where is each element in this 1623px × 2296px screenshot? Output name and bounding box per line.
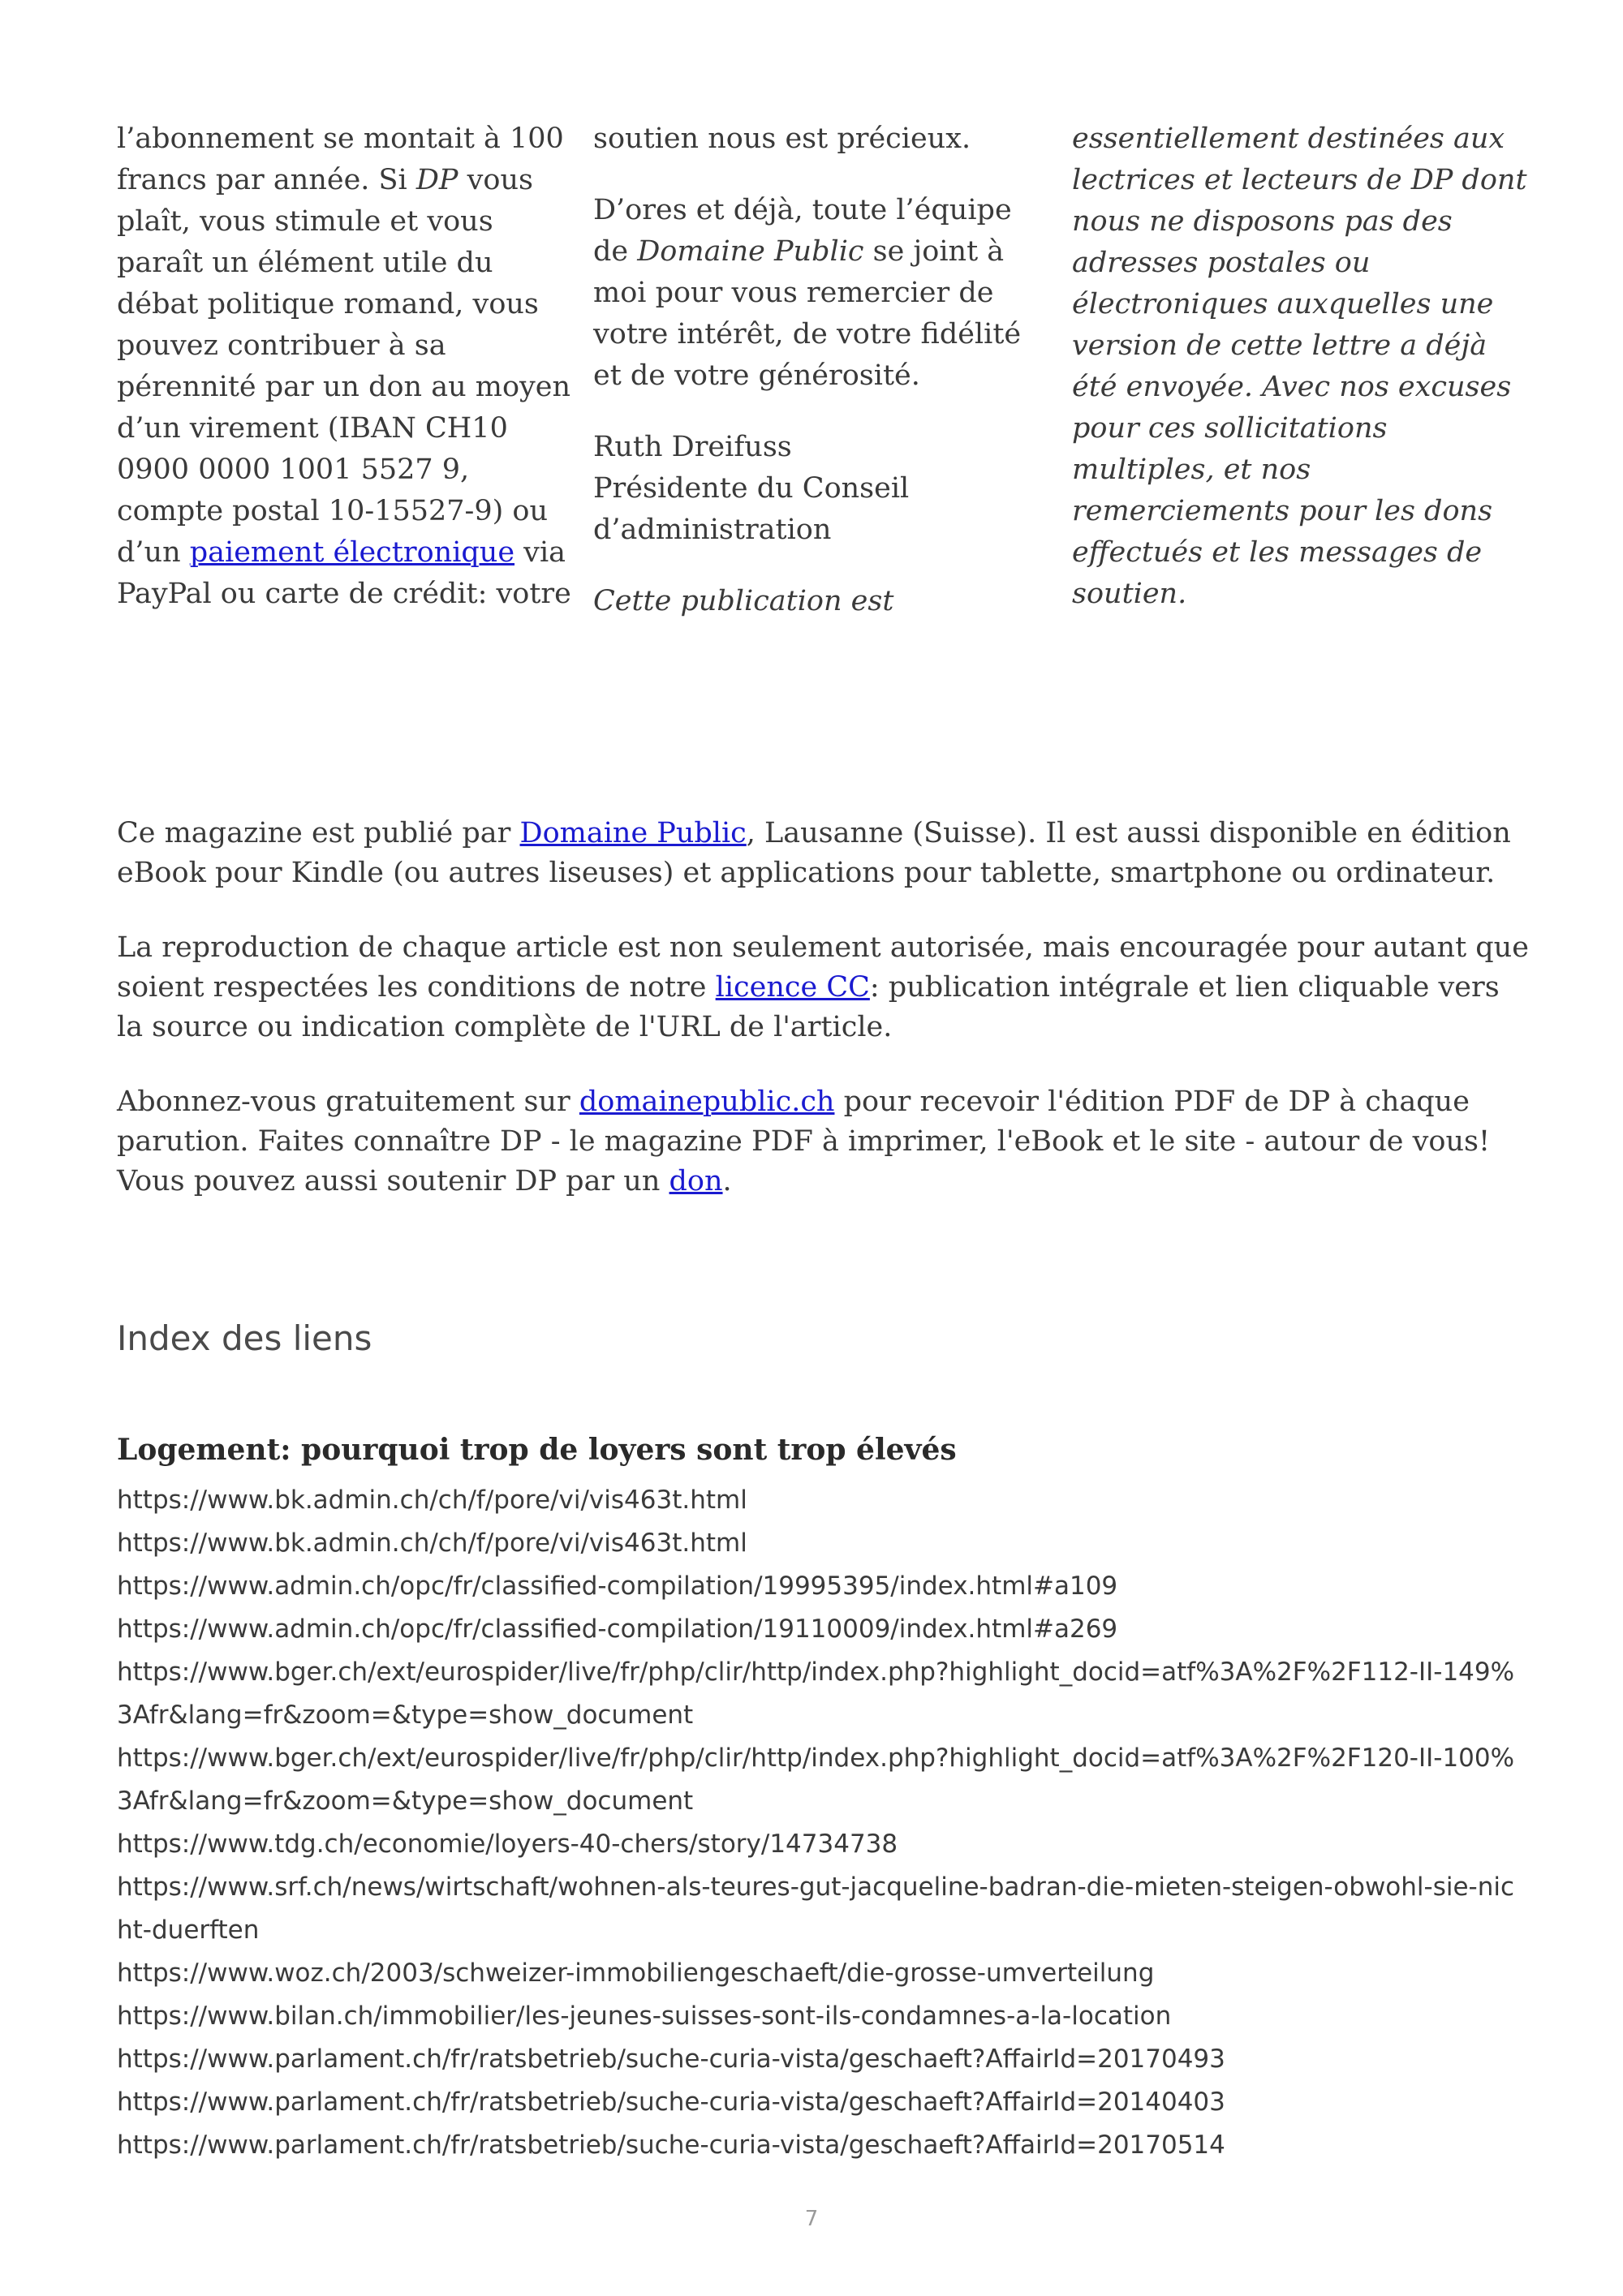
text-line: remerciements pour les dons bbox=[1072, 495, 1493, 527]
text-line: l’abonnement se montait à 100 bbox=[117, 123, 564, 155]
publisher-paragraph bbox=[117, 814, 1529, 893]
text-line: moi pour vous remercier de bbox=[593, 277, 994, 309]
link-item[interactable]: https://www.bk.admin.ch/ch/f/pore/vi/vis463t.html bbox=[117, 1486, 747, 1515]
text-line: adresses postales ou bbox=[1072, 247, 1371, 279]
text-line: soutien nous est précieux. bbox=[593, 123, 971, 155]
text-segment: se joint à bbox=[863, 235, 1005, 268]
text-line: pérennité par un don au moyen bbox=[117, 371, 571, 403]
link-item[interactable]: https://www.bger.ch/ext/eurospider/live/fr/php/clir/http/index.php?highlight_docid=atf%3A%2F%2F120-II-100%3Afr&lang=fr&zoom=&type=show_document bbox=[117, 1743, 1515, 1816]
text-line: PayPal ou carte de crédit: votre bbox=[117, 578, 571, 610]
signature-role: Présidente du Conseil bbox=[593, 472, 910, 505]
text-segment: , Lausanne (Suisse). Il est aussi disponible en édition eBook pour Kindle (ou autres liseuses) et applications pour tablette, smartphone ou ordinateur. bbox=[117, 817, 1511, 889]
text-line: 0900 0000 1001 5527 9, bbox=[117, 454, 470, 486]
text-line: multiples, et nos bbox=[1072, 454, 1311, 486]
index-title: Index des liens bbox=[117, 1318, 372, 1358]
license-paragraph bbox=[117, 928, 1529, 1047]
italic-note: Cette publication est bbox=[593, 585, 894, 617]
link-item[interactable]: https://www.bk.admin.ch/ch/f/pore/vi/vis463t.html bbox=[117, 1529, 747, 1558]
text-segment: : publication intégrale et lien cliquable vers la source ou indication complète de l'URL de l'article. bbox=[117, 971, 1500, 1043]
text-segment: francs par année. Si bbox=[117, 164, 416, 196]
text-line: d’un virement (IBAN CH10 bbox=[117, 412, 508, 445]
link-index-list bbox=[117, 1479, 1521, 2167]
link-item[interactable]: https://www.bilan.ch/immobilier/les-jeunes-suisses-sont-ils-condamnes-a-la-location bbox=[117, 2001, 1172, 2031]
text-segment: . bbox=[722, 1165, 732, 1197]
text-line: lectrices et lecteurs de DP dont bbox=[1072, 164, 1527, 196]
column-2 bbox=[593, 118, 1021, 622]
text-line: paraît un élément utile du bbox=[117, 247, 493, 279]
text-line bbox=[117, 532, 571, 574]
text-line: pouvez contribuer à sa bbox=[117, 329, 446, 362]
text-segment: via bbox=[514, 536, 566, 569]
text-segment: Ce magazine est publié par bbox=[117, 817, 520, 849]
domaine-public-name: Domaine Public bbox=[637, 235, 864, 268]
text-line bbox=[593, 231, 1021, 273]
signature-role: d’administration bbox=[593, 514, 832, 546]
text-line: débat politique romand, vous bbox=[117, 288, 539, 320]
text-line: et de votre générosité. bbox=[593, 359, 920, 392]
text-line: pour ces sollicitations bbox=[1072, 412, 1388, 445]
subscribe-paragraph bbox=[117, 1082, 1529, 1202]
text-segment: d’un bbox=[117, 536, 190, 569]
text-segment: de bbox=[593, 235, 638, 268]
link-item[interactable]: https://www.srf.ch/news/wirtschaft/wohnen-als-teures-gut-jacqueline-badran-die-mieten-steigen-obwohl-sie-nicht-duerften bbox=[117, 1872, 1515, 1945]
article-title: Logement: pourquoi trop de loyers sont trop élevés bbox=[117, 1433, 957, 1467]
link-item[interactable]: https://www.parlament.ch/fr/ratsbetrieb/suche-curia-vista/geschaeft?AffairId=20170493 bbox=[117, 2044, 1225, 2074]
text-segment: pour recevoir l'édition PDF de DP à chaque parution. Faites connaître DP - le magazine PDF à imprimer, l'eBook et le site - autour de vous! Vous pouvez aussi soutenir DP par un bbox=[117, 1086, 1491, 1197]
text-line: essentiellement destinées aux bbox=[1072, 123, 1505, 155]
text-line: soutien. bbox=[1072, 578, 1187, 610]
text-line: nous ne disposons pas des bbox=[1072, 205, 1453, 238]
text-line: électroniques auxquelles une bbox=[1072, 288, 1494, 320]
link-item[interactable]: https://www.admin.ch/opc/fr/classified-compilation/19110009/index.html#a269 bbox=[117, 1615, 1118, 1644]
text-line: version de cette lettre a déjà bbox=[1072, 329, 1487, 362]
text-line: effectués et les messages de bbox=[1072, 536, 1483, 569]
link-item[interactable]: https://www.bger.ch/ext/eurospider/live/fr/php/clir/http/index.php?highlight_docid=atf%3A%2F%2F112-II-149%3Afr&lang=fr&zoom=&type=show_document bbox=[117, 1658, 1515, 1730]
donation-link[interactable]: don bbox=[669, 1165, 723, 1197]
domainepublic-site-link[interactable]: domainepublic.ch bbox=[579, 1086, 835, 1118]
link-item[interactable]: https://www.tdg.ch/economie/loyers-40-chers/story/14734738 bbox=[117, 1829, 898, 1859]
link-item[interactable]: https://www.parlament.ch/fr/ratsbetrieb/suche-curia-vista/geschaeft?AffairId=20170514 bbox=[117, 2130, 1225, 2160]
column-1 bbox=[117, 118, 571, 615]
text-line bbox=[117, 160, 571, 201]
text-line: été envoyée. Avec nos excuses bbox=[1072, 371, 1512, 403]
text-line: D’ores et déjà, toute l’équipe bbox=[593, 194, 1012, 226]
signature-name: Ruth Dreifuss bbox=[593, 431, 792, 463]
text-line: compte postal 10-15527-9) ou bbox=[117, 495, 549, 527]
text-segment: vous bbox=[458, 164, 533, 196]
publisher-info bbox=[117, 814, 1529, 1236]
link-item[interactable]: https://www.admin.ch/opc/fr/classified-compilation/19995395/index.html#a109 bbox=[117, 1572, 1118, 1601]
text-line: votre intérêt, de votre fidélité bbox=[593, 318, 1022, 350]
text-line: plaît, vous stimule et vous bbox=[117, 205, 493, 238]
license-cc-link[interactable]: licence CC bbox=[715, 971, 870, 1004]
page-number: 7 bbox=[804, 2207, 819, 2231]
dp-abbrev: DP bbox=[415, 164, 458, 196]
electronic-payment-link[interactable]: paiement électronique bbox=[189, 536, 515, 569]
text-segment: Abonnez-vous gratuitement sur bbox=[117, 1086, 579, 1118]
text-segment: La reproduction de chaque article est non seulement autorisée, mais encouragée pour autant que soient respectées les conditions de notre bbox=[117, 931, 1529, 1004]
link-item[interactable]: https://www.parlament.ch/fr/ratsbetrieb/suche-curia-vista/geschaeft?AffairId=20140403 bbox=[117, 2087, 1225, 2117]
link-item[interactable]: https://www.woz.ch/2003/schweizer-immobiliengeschaeft/die-grosse-umverteilung bbox=[117, 1958, 1155, 1988]
column-3 bbox=[1072, 118, 1527, 615]
domaine-public-link[interactable]: Domaine Public bbox=[519, 817, 747, 849]
